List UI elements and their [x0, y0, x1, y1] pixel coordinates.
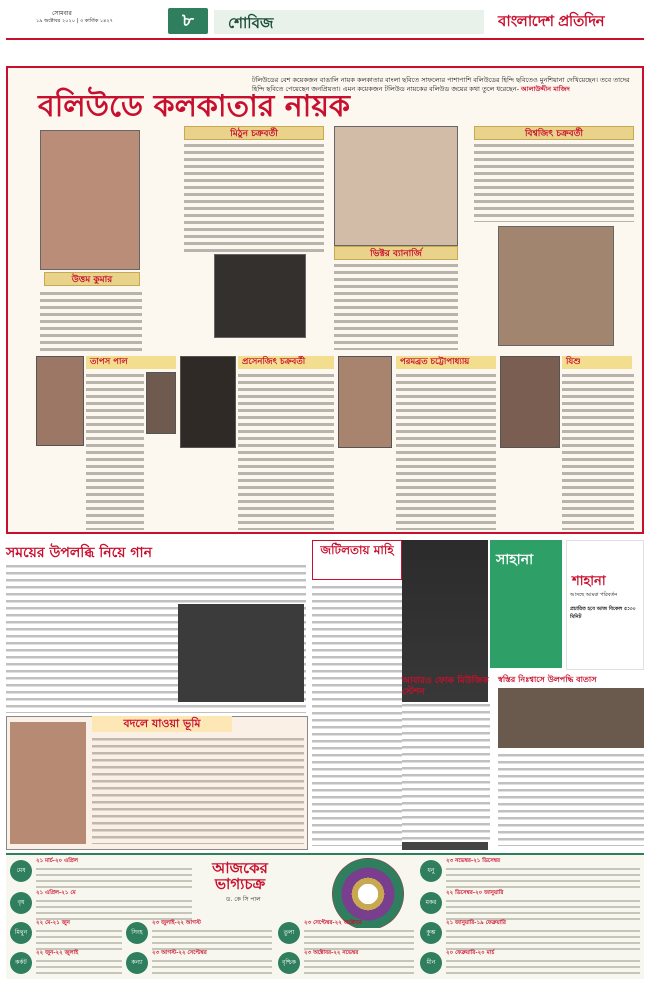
sign-cancer-text — [36, 958, 122, 978]
sign-capricorn: মকর — [420, 892, 442, 914]
header-day: সোমবার — [52, 10, 72, 17]
sign-gemini: মিথুন — [10, 922, 32, 944]
horoscope-author: ড. কে সি পাল — [226, 896, 261, 903]
sign-cancer: কর্কট — [10, 952, 32, 974]
actor-name-victor: ভিক্টর ব্যানার্জি — [334, 246, 458, 260]
sign-capricorn-range: ২২ ডিসেম্বর-২০ জানুয়ারি — [446, 890, 504, 896]
actor-text-biswajit — [474, 142, 634, 222]
sign-aquarius: কুম্ভ — [420, 922, 442, 944]
actor-name-biswajit: বিশ্বজিৎ চক্রবর্তী — [474, 126, 634, 140]
sign-taurus-range: ২১ এপ্রিল-২১ মে — [36, 890, 76, 896]
sign-aries-text — [36, 866, 192, 890]
page-number: ৮ — [168, 8, 208, 34]
actor-name-tapas: তাপস পাল — [86, 356, 176, 369]
sign-gemini-text — [36, 928, 122, 950]
actor-text-tapas — [86, 372, 144, 530]
ad-green-title: সাহানা — [496, 552, 534, 568]
songs-title: সময়ের উপলব্ধি নিয়ে গান — [6, 545, 152, 561]
header-date: ১৯ অক্টোবর ২০২০ | ৩ কার্তিক ১৪২৭ — [36, 18, 113, 24]
actor-text-victor — [334, 262, 458, 350]
actor-photo-prosenjit — [180, 356, 236, 448]
sign-pisces-range: ২০ ফেব্রুয়ারি-২০ মার্চ — [446, 950, 495, 956]
sign-sagittarius: ধনু — [420, 860, 442, 882]
actor-name-uttam: উত্তম কুমার — [44, 272, 140, 286]
jatila-title: জটিলতায় মাহি — [312, 540, 402, 580]
actor-text-mithun — [184, 142, 324, 252]
folk-title: আবারও ফোক মিউজিক স্টেশন — [402, 676, 489, 697]
actor-text-uttam — [40, 290, 142, 352]
masthead — [6, 6, 644, 40]
sign-sagittarius-text — [446, 866, 640, 890]
uttap-photo — [498, 688, 644, 748]
actor-photo-biswajit — [498, 226, 614, 346]
ad-white-time: প্রচারিত হবে আজ বিকেল ৫:৩০ মিনিট — [570, 606, 636, 620]
actor-photo-jisshu — [500, 356, 560, 448]
actor-name-jisshu: যিশু — [562, 356, 632, 369]
ad-white-subtitle: আসছে আমরা পরিবর্তন — [570, 592, 618, 598]
folk-text — [402, 702, 490, 842]
sign-aries-range: ২১ মার্চ-২০ এপ্রিল — [36, 858, 78, 864]
feature-intro — [252, 76, 636, 94]
actor-photo-tapas — [36, 356, 84, 446]
badol-text — [92, 736, 304, 844]
uttap-title: স্বস্তির নিঃশ্বাসে উলপদ্ধি বাতাস — [498, 675, 597, 684]
actor-photo-uttam — [40, 130, 140, 270]
sign-pisces-text — [446, 958, 640, 978]
ad-white-panel — [566, 540, 644, 670]
actor-name-parambrata: পরমব্রত চট্টোপাধ্যায় — [396, 356, 496, 369]
sign-pisces: মীন — [420, 952, 442, 974]
sign-leo-text — [152, 928, 272, 950]
sign-taurus-text — [36, 898, 192, 920]
sign-libra-text — [304, 928, 414, 950]
sign-leo-range: ২৩ জুলাই-২২ আগস্ট — [152, 920, 201, 926]
feature-title: বলিউডে কলকাতার নায়ক — [38, 89, 351, 124]
ad-white-title: শাহানা — [572, 574, 606, 589]
sign-cancer-range: ২২ জুন-২২ জুলাই — [36, 950, 79, 956]
actor-photo-tapas-2 — [146, 372, 176, 434]
newspaper-logo: বাংলাদেশ প্রতিদিন — [498, 12, 605, 30]
sign-virgo: কন্যা — [126, 952, 148, 974]
sign-gemini-range: ২২ মে-২১ জুন — [36, 920, 70, 926]
feature-byline: আলাউদ্দীন মাজিদ — [521, 85, 570, 93]
songs-photo — [178, 604, 304, 702]
sign-scorpio-text — [304, 958, 414, 978]
sign-virgo-range: ২৩ আগস্ট-২২ সেপ্টেম্বর — [152, 950, 207, 956]
sign-libra-range: ২৩ সেপ্টেম্বর-২২ অক্টোবর — [304, 920, 362, 926]
badol-photo — [10, 722, 86, 844]
actor-photo-parambrata — [338, 356, 392, 448]
sign-aries: মেষ — [10, 860, 32, 882]
actor-text-jisshu — [562, 372, 634, 530]
sign-leo: সিংহ — [126, 922, 148, 944]
feature-intro-text: টলিউডের বেশ কয়েকজন বাঙালি নায়ক কলকাতার বাংলা ছবিতে সাফল্যের পাশাপাশি বলিউডের হিন্দি ছবিতেও মুনশিয়ানা দেখিয়েছেন। তবে তাদের হিন্দি ছবিতে পেয়েছেন জনপ্রিয়তা। এমন কয়েকজন টলিউড নায়কের বলিউড জয়ের কথা তুলে ধরেছেন- — [252, 76, 630, 93]
actor-name-prosenjit: প্রসেনজিৎ চক্রবর্তী — [238, 356, 334, 369]
jatila-text — [312, 584, 404, 846]
actor-name-mithun: মিঠুন চক্রবর্তী — [184, 126, 324, 140]
sign-sagittarius-range: ২৩ নভেম্বর-২১ ডিসেম্বর — [446, 858, 500, 864]
sign-aquarius-range: ২১ জানুয়ারি-১৯ ফেব্রুয়ারি — [446, 920, 506, 926]
sign-taurus: বৃষ — [10, 892, 32, 914]
section-name: শোবিজ — [228, 14, 274, 32]
sign-libra: তুলা — [278, 922, 300, 944]
sign-virgo-text — [152, 958, 272, 978]
sign-capricorn-text — [446, 898, 640, 920]
actor-photo-victor — [334, 126, 458, 246]
actor-photo-mithun — [214, 254, 306, 338]
sign-scorpio: বৃশ্চিক — [278, 952, 300, 974]
actor-text-prosenjit — [238, 372, 334, 530]
horoscope-title: আজকের ভাগ্যচক্র — [212, 859, 268, 893]
actor-text-parambrata — [396, 372, 496, 530]
sign-scorpio-range: ২৩ অক্টোবর-২২ নভেম্বর — [304, 950, 359, 956]
badol-title: বদলে যাওয়া ভূমি — [92, 716, 232, 732]
sign-aquarius-text — [446, 928, 640, 950]
uttap-text — [498, 752, 644, 846]
